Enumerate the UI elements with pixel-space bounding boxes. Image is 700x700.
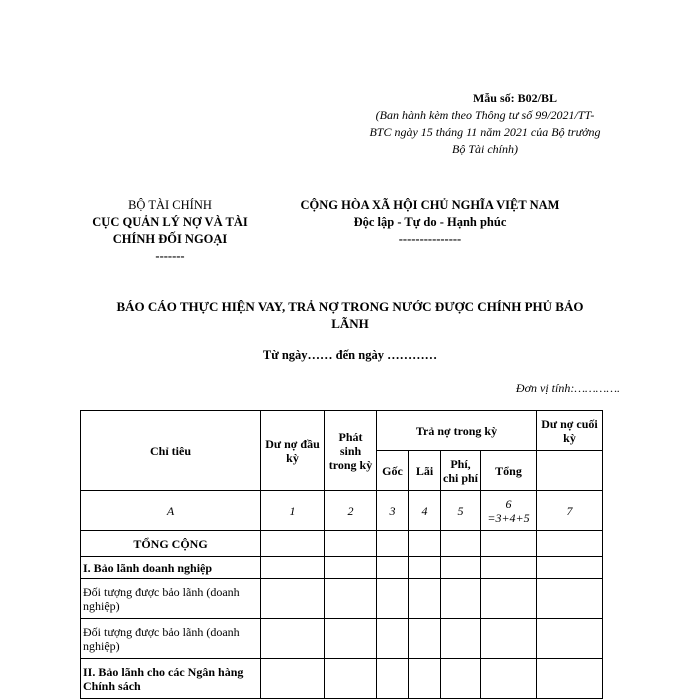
- header-lai: Lãi: [409, 451, 441, 491]
- header-phi: Phí, chi phí: [441, 451, 481, 491]
- agency-divider: -------: [155, 249, 185, 263]
- row-enterprise-2-label: Đối tượng được bảo lãnh (doanh nghiệp): [81, 619, 261, 659]
- table-row: [81, 659, 603, 699]
- nation-motto: Độc lập - Tự do - Hạnh phúc: [353, 215, 507, 229]
- index-4: 4: [409, 491, 441, 531]
- table-row: [81, 619, 603, 659]
- table-row: [81, 579, 603, 619]
- report-title-line-1: BÁO CÁO THỰC HIỆN VAY, TRẢ NỢ TRONG NƯỚC ĐƯỢC CHÍNH PHỦ BẢO: [116, 299, 584, 314]
- form-info: [340, 90, 630, 158]
- issued-line-1: (Ban hành kèm theo Thông tư số 99/2021/TT-: [375, 108, 595, 122]
- header-empty: [537, 451, 603, 491]
- index-row: [81, 491, 603, 531]
- index-a: A: [81, 491, 261, 531]
- table-row: [81, 557, 603, 579]
- header-tra-no: Trả nợ trong kỳ: [377, 411, 537, 451]
- index-1: 1: [261, 491, 325, 531]
- index-2: 2: [325, 491, 377, 531]
- report-table: [80, 410, 603, 699]
- header-tong: Tổng: [481, 451, 537, 491]
- agency-header: [70, 197, 270, 265]
- header-du-no-cuoi-ky: Dư nợ cuối kỳ: [537, 411, 603, 451]
- department-name-line-2: CHÍNH ĐỐI NGOẠI: [112, 232, 228, 246]
- form-code: Mẫu số: B02/BL: [472, 91, 557, 105]
- index-5: 5: [441, 491, 481, 531]
- header-phat-sinh: Phát sinh trong kỳ: [325, 411, 377, 491]
- header-row-1: [81, 411, 603, 451]
- department-name-line-1: CỤC QUẢN LÝ NỢ VÀ TÀI: [92, 215, 248, 229]
- report-title: [90, 298, 610, 332]
- national-header: [270, 197, 590, 248]
- header-du-no-dau-ky: Dư nợ đầu kỳ: [261, 411, 325, 491]
- ministry-name: BỘ TÀI CHÍNH: [128, 198, 212, 212]
- table-row: [81, 531, 603, 557]
- report-period: Từ ngày…… đến ngày …………: [262, 348, 438, 362]
- index-7: 7: [537, 491, 603, 531]
- nation-divider: ---------------: [398, 232, 462, 246]
- row-section-1-label: I. Bảo lãnh doanh nghiệp: [81, 557, 261, 579]
- unit-of-measure: Đơn vị tính:………….: [515, 381, 620, 395]
- nation-name: CỘNG HÒA XÃ HỘI CHỦ NGHĨA VIỆT NAM: [300, 198, 560, 212]
- row-section-2-label: II. Bảo lãnh cho các Ngân hàng Chính sách: [81, 659, 261, 699]
- index-6: 6 =3+4+5: [481, 491, 537, 531]
- header-chi-tieu: Chỉ tiêu: [81, 411, 261, 491]
- header-goc: Gốc: [377, 451, 409, 491]
- index-6-formula: =3+4+5: [487, 510, 530, 525]
- row-enterprise-1-label: Đối tượng được bảo lãnh (doanh nghiệp): [81, 579, 261, 619]
- issued-line-2: BTC ngày 15 tháng 11 năm 2021 của Bộ trưởng: [369, 125, 601, 139]
- index-3: 3: [377, 491, 409, 531]
- report-title-line-2: LÃNH: [331, 316, 369, 331]
- issued-line-3: Bộ Tài chính): [452, 142, 518, 156]
- row-total-label: TỔNG CỘNG: [81, 531, 261, 557]
